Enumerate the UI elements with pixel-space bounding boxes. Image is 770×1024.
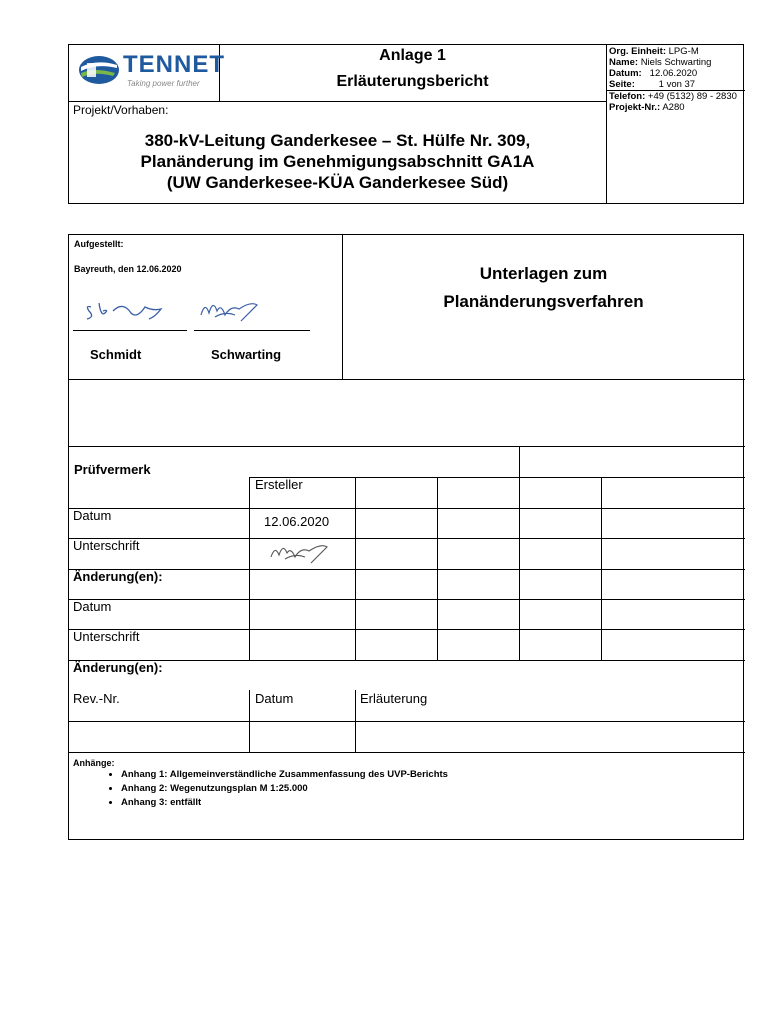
logo-tagline: Taking power further: [127, 79, 200, 88]
signer-schmidt: Schmidt: [90, 347, 142, 362]
doc-title-line1: Unterlagen zum: [479, 264, 608, 283]
project-title-line2: Planänderung im Genehmigungsabschnitt GA1A: [140, 152, 535, 171]
signature-label-2: Unterschrift: [73, 629, 140, 644]
list-item: • Anhang 1: Allgemeinverständliche Zusammenfassung des UVP-Berichts: [121, 769, 448, 780]
date-row: Datum: 12.06.2020: [609, 68, 698, 79]
doc-title-line2: Planänderungsverfahren: [443, 292, 644, 311]
logo-cell: [69, 45, 225, 102]
project-label: Projekt/Vorhaben:: [73, 103, 169, 117]
date-label-2: Datum: [73, 599, 112, 614]
changes-label: Änderung(en):: [73, 569, 163, 584]
phone-row: Telefon: +49 (5132) 89 - 2830: [606, 90, 745, 102]
col-rev: Rev.-Nr.: [73, 691, 120, 706]
annex-title: Anlage 1: [379, 47, 446, 64]
report-title: Erläuterungsbericht: [336, 73, 489, 90]
col-description: Erläuterung: [360, 691, 428, 706]
creator-label: Ersteller: [255, 477, 303, 492]
project-number-row: Projekt-Nr.: A280: [609, 102, 685, 113]
project-title-line3: (UW Ganderkesee-KÜA Ganderkesee Süd): [166, 173, 509, 192]
header-table: [68, 44, 744, 204]
org-unit-row: Org. Einheit: LPG-M: [609, 46, 699, 57]
project-cell: [69, 101, 607, 203]
place-date: Bayreuth, den 12.06.2020: [74, 264, 182, 274]
project-title-line1: 380-kV-Leitung Ganderkesee – St. Hülfe Nr. 309,: [144, 131, 531, 150]
list-item: • Anhang 2: Wegenutzungsplan M 1:25.000: [121, 783, 448, 794]
signature-schmidt: [83, 297, 183, 327]
signature-schwarting: [195, 295, 265, 327]
date-label: Datum: [73, 508, 112, 523]
signer-schwarting: Schwarting: [211, 347, 282, 362]
created-label: Aufgestellt:: [74, 239, 124, 249]
approval-table: [68, 234, 744, 840]
list-item: • Anhang 3: entfällt: [121, 797, 448, 808]
annex-list: [79, 766, 448, 811]
logo-wordmark: TENNET: [123, 51, 225, 78]
col-date: Datum: [255, 691, 294, 706]
review-heading: Prüfvermerk: [74, 462, 151, 477]
date-value: 12.06.2020: [264, 514, 330, 529]
name-row: Name: Niels Schwarting: [609, 57, 712, 68]
page-row: Seite: 1 von 37: [609, 79, 696, 90]
review-signature: [267, 539, 333, 567]
tennet-logo-icon: [77, 53, 121, 87]
info-cell: [606, 45, 745, 203]
annexes-heading: Anhänge:: [73, 758, 115, 768]
title-cell: [219, 45, 607, 102]
signature-label: Unterschrift: [73, 538, 140, 553]
changes-heading: Änderung(en):: [73, 660, 163, 675]
